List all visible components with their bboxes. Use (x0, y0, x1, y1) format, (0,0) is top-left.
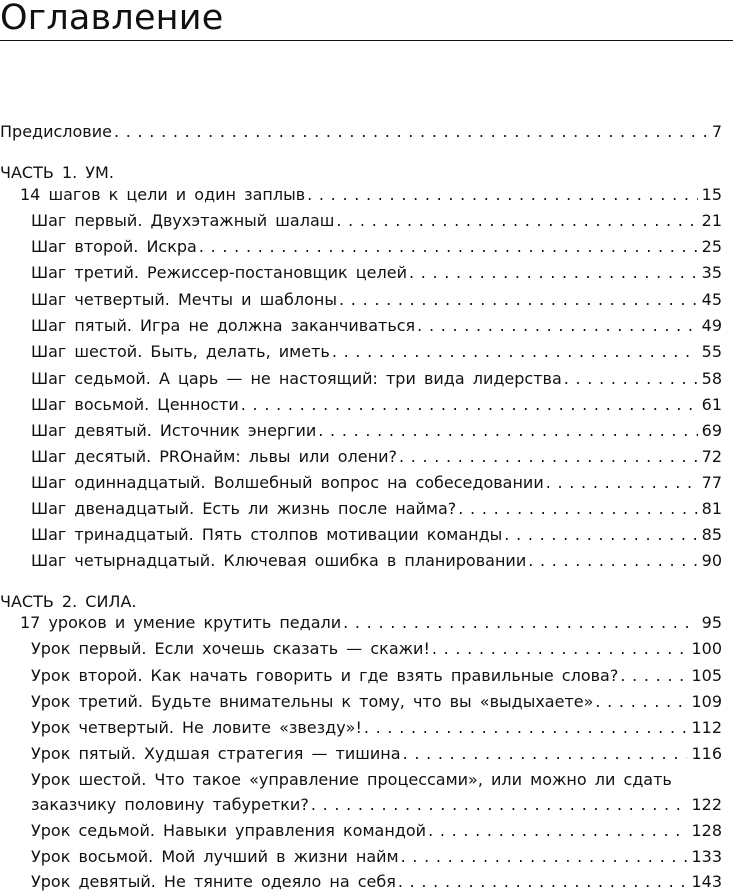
dot-leader (564, 366, 698, 392)
toc-entry-title: Урок девятый. Не тяните одеяло на себя (31, 872, 396, 891)
toc-entry[interactable] (31, 715, 722, 741)
part-heading-2: ЧАСТЬ 2. СИЛА. (0, 592, 137, 611)
dot-leader (504, 522, 697, 548)
toc-entry-title: Шаг третий. Режиссер-постановщик целей (31, 263, 407, 282)
toc-entry-page: 133 (691, 847, 722, 866)
toc-entry-preface[interactable] (0, 119, 722, 145)
dot-leader (307, 182, 698, 208)
toc-entry-title: Шаг десятый. PROнайм: львы или олени? (31, 447, 397, 466)
toc-entry-page: 143 (691, 872, 722, 891)
part-heading-1: ЧАСТЬ 1. УМ. (0, 163, 114, 182)
toc-entry-title: Урок пятый. Худшая стратегия — тишина (31, 744, 401, 763)
toc-entry-title: Урок восьмой. Мой лучший в жизни найм (31, 847, 399, 866)
toc-entry[interactable] (31, 444, 722, 470)
toc-entry-title: Предисловие (0, 122, 112, 141)
dot-leader (336, 208, 697, 234)
toc-entry-page: 49 (701, 316, 722, 335)
dot-leader (311, 792, 688, 818)
toc-entry-title: 14 шагов к цели и один заплыв (20, 185, 306, 204)
toc-entry-page: 85 (701, 525, 722, 544)
toc-entry-page: 7 (711, 122, 722, 141)
dot-leader (620, 663, 687, 689)
toc-entry-page: 15 (701, 185, 722, 204)
toc-entry-title: Шаг второй. Искра (31, 237, 197, 256)
toc-entry-page: 95 (701, 613, 722, 632)
toc-entry-title: Урок второй. Как начать говорить и где взять правильные слова? (31, 666, 619, 685)
toc-entry-title: Шаг четвертый. Мечты и шаблоны (31, 290, 338, 309)
dot-leader (432, 636, 688, 662)
toc-entry-title: Шаг девятый. Источник энергии (31, 421, 317, 440)
toc-entry[interactable] (31, 313, 722, 339)
toc-entry-title: Шаг одиннадцатый. Волшебный вопрос на собеседовании (31, 473, 544, 492)
toc-entry-page: 100 (691, 639, 722, 658)
toc-entry[interactable] (31, 208, 722, 234)
toc-entry-page: 128 (691, 821, 722, 840)
toc-entry-title: Шаг четырнадцатый. Ключевая ошибка в планировании (31, 551, 527, 570)
dot-leader (332, 339, 698, 365)
dot-leader (401, 844, 688, 870)
toc-entry[interactable] (31, 522, 722, 548)
toc-entry-page: 90 (701, 551, 722, 570)
toc-entry[interactable] (31, 260, 722, 286)
toc-entry-title: Шаг шестой. Быть, делать, иметь (31, 342, 330, 361)
toc-entry-title: 17 уроков и умение крутить педали (20, 613, 342, 632)
toc-entry[interactable] (31, 366, 722, 392)
toc-entry-page: 69 (701, 421, 722, 440)
toc-entry-page: 25 (701, 237, 722, 256)
toc-entry-title-line2: заказчику половину табуретки? (31, 795, 309, 814)
toc-entry-page: 61 (701, 395, 722, 414)
dot-leader (546, 470, 698, 496)
toc-entry-title: Шаг восьмой. Ценности (31, 395, 239, 414)
toc-entry-page: 35 (701, 263, 722, 282)
toc-entry[interactable] (31, 636, 722, 662)
dot-leader (339, 287, 698, 313)
toc-entry-page: 72 (701, 447, 722, 466)
toc-entry[interactable] (31, 663, 722, 689)
dot-leader (458, 496, 697, 522)
toc-entry[interactable] (31, 792, 722, 818)
dot-leader (403, 741, 688, 767)
dot-leader (241, 392, 698, 418)
toc-entry-page: 55 (701, 342, 722, 361)
dot-leader (199, 234, 698, 260)
dot-leader (528, 548, 697, 574)
toc-entry[interactable] (31, 234, 722, 260)
toc-entry-title: Урок третий. Будьте внимательны к тому, что вы «выдыхаете» (31, 692, 594, 711)
toc-entry-title: Шаг седьмой. А царь — не настоящий: три вида лидерства (31, 369, 562, 388)
toc-entry-title: Шаг тринадцатый. Пять столпов мотивации команды (31, 525, 503, 544)
dot-leader (364, 715, 688, 741)
toc-entry-page: 116 (691, 744, 722, 763)
dot-leader (343, 610, 698, 636)
toc-entry-title: Урок первый. Если хочешь сказать — скажи! (31, 639, 430, 658)
toc-entry-page: 58 (701, 369, 722, 388)
toc-chapter-1[interactable] (20, 182, 722, 208)
toc-entry[interactable] (31, 418, 722, 444)
toc-chapter-2[interactable] (20, 610, 722, 636)
toc-entry[interactable] (31, 470, 722, 496)
dot-leader (398, 869, 688, 895)
toc-entry[interactable] (31, 818, 722, 844)
toc-entry-page: 122 (691, 795, 722, 814)
toc-entry[interactable] (31, 287, 722, 313)
toc-entry-title: Урок четвертый. Не ловите «звезду»! (31, 718, 362, 737)
toc-entry[interactable] (31, 548, 722, 574)
toc-entry-page: 45 (701, 290, 722, 309)
dot-leader (417, 313, 697, 339)
toc-entry-title: Шаг пятый. Игра не должна заканчиваться (31, 316, 416, 335)
dot-leader (409, 260, 698, 286)
toc-entry-page: 77 (701, 473, 722, 492)
dot-leader (428, 818, 687, 844)
dot-leader (114, 119, 708, 145)
toc-entry[interactable] (31, 496, 722, 522)
toc-entry-page: 112 (691, 718, 722, 737)
dot-leader (595, 689, 687, 715)
toc-entry-title: Шаг двенадцатый. Есть ли жизнь после найма? (31, 499, 457, 518)
page-title: Оглавление (0, 0, 224, 38)
toc-entry-title: Шаг первый. Двухэтажный шалаш (31, 211, 335, 230)
toc-entry[interactable] (31, 392, 722, 418)
toc-entry-page: 105 (691, 666, 722, 685)
toc-entry[interactable] (31, 844, 722, 870)
toc-entry-page: 21 (701, 211, 722, 230)
dot-leader (399, 444, 698, 470)
toc-entry-page: 109 (691, 692, 722, 711)
toc-entry[interactable] (31, 869, 722, 895)
toc-entry-title: Урок седьмой. Навыки управления командой (31, 821, 427, 840)
toc-entry[interactable] (31, 689, 722, 715)
toc-entry-page: 81 (701, 499, 722, 518)
toc-entry-title-line1[interactable]: Урок шестой. Что такое «управление процессами», или можно ли сдать (31, 770, 672, 789)
toc-entry[interactable] (31, 339, 722, 365)
dot-leader (318, 418, 697, 444)
toc-entry[interactable] (31, 741, 722, 767)
